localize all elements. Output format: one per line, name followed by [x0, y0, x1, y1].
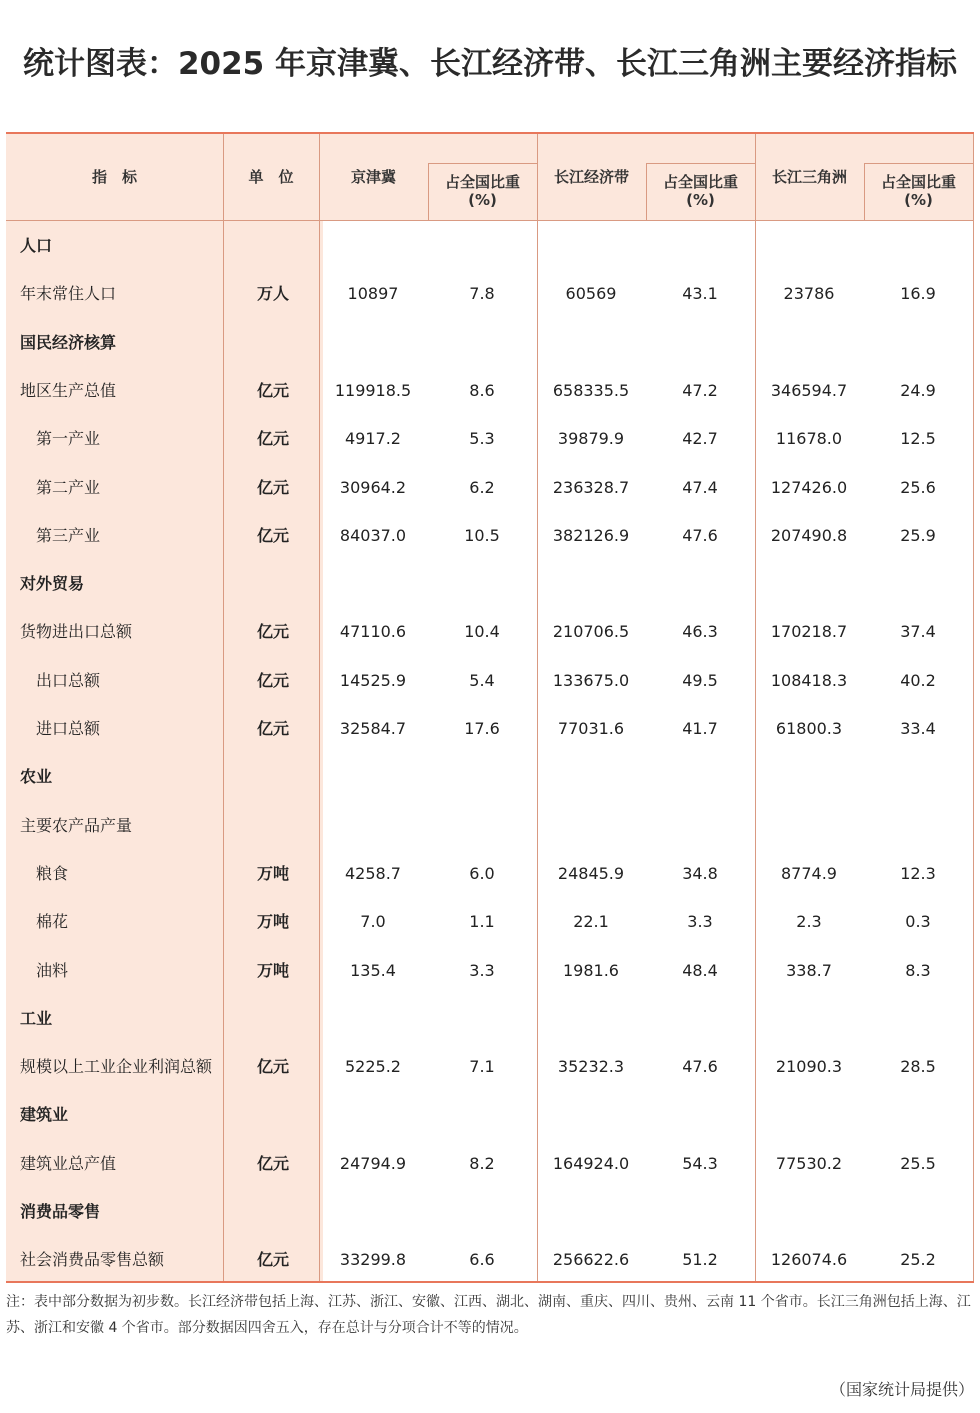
value-cell: 32584.7 [339, 719, 407, 738]
header-region-yangtze-delta: 长江三角洲 [771, 168, 847, 186]
header-region-jingjinji: 京津冀 [350, 168, 396, 186]
value-cell: 35232.3 [557, 1057, 625, 1077]
share-cell: 47.4 [682, 477, 718, 497]
footnote: 注：表中部分数据为初步数。长江经济带包括上海、江苏、浙江、安徽、江西、湖北、湖南、重庆、四川、贵州、云南 11 个省市。长江三角洲包括上海、江苏、浙江和安徽 4 个省市。部分数据因四舍五入，存在总计与分项合计不等的情况。 [6, 1294, 971, 1336]
table-bottom-rule [6, 1281, 974, 1283]
value-cell: 14525.9 [339, 670, 407, 690]
header-share-line1: 占全国比重 [662, 173, 738, 191]
table-row [6, 705, 974, 753]
share-cell: 46.3 [682, 622, 718, 642]
share-cell [864, 753, 972, 801]
share-cell [428, 222, 536, 270]
value-cell [755, 560, 863, 608]
value-cell: 24794.9 [339, 1153, 407, 1173]
unit-cell [223, 995, 323, 1043]
share-cell [864, 319, 972, 367]
value-cell: 2.3 [796, 912, 822, 932]
table-row [6, 850, 974, 898]
share-cell: 3.3 [687, 912, 713, 932]
header-share-line2: (%) [686, 191, 715, 209]
value-cell: 22.1 [573, 912, 609, 932]
table-row [6, 802, 974, 850]
value-cell: 346594.7 [770, 380, 848, 400]
value-cell: 135.4 [350, 960, 396, 980]
header-share-line2: (%) [468, 191, 497, 209]
value-cell [755, 1091, 863, 1139]
share-cell: 6.6 [469, 1250, 495, 1270]
value-cell [755, 1188, 863, 1236]
value-cell [755, 995, 863, 1043]
share-cell [646, 222, 754, 270]
value-cell: 108418.3 [770, 670, 848, 690]
value-cell: 23786 [783, 284, 835, 304]
section-label: 人口 [20, 236, 53, 255]
share-cell: 49.5 [682, 670, 718, 690]
share-cell: 25.9 [900, 525, 936, 545]
share-cell: 17.6 [464, 719, 500, 738]
value-cell: 119918.5 [334, 380, 412, 400]
value-cell: 126074.6 [770, 1250, 848, 1270]
header-share [428, 173, 537, 209]
value-cell [755, 319, 863, 367]
table-row [6, 1043, 974, 1091]
share-cell [864, 1091, 972, 1139]
share-cell: 12.3 [900, 863, 936, 883]
header-share [646, 173, 755, 209]
share-cell: 8.3 [905, 960, 931, 980]
value-cell: 60569 [565, 284, 617, 304]
value-cell: 11678.0 [775, 429, 843, 449]
share-cell [646, 995, 754, 1043]
indicator-table [6, 132, 974, 1283]
share-cell: 8.2 [469, 1153, 495, 1173]
unit-cell: 亿元 [256, 719, 289, 738]
unit-cell: 亿元 [256, 622, 289, 642]
section-label: 对外贸易 [20, 574, 85, 594]
indicator-label: 油料 [36, 960, 69, 980]
share-cell: 40.2 [900, 670, 936, 690]
indicator-label: 棉花 [36, 912, 69, 932]
value-cell [319, 802, 427, 850]
unit-cell [223, 560, 323, 608]
page-title: 统计图表：2025 年京津冀、长江经济带、长江三角洲主要经济指标 [22, 46, 958, 82]
value-cell: 164924.0 [552, 1153, 630, 1173]
section-label: 国民经济核算 [20, 332, 117, 352]
share-cell: 7.1 [469, 1057, 495, 1077]
unit-cell [223, 319, 323, 367]
share-cell: 51.2 [682, 1250, 718, 1270]
share-cell: 47.6 [682, 525, 718, 545]
indicator-label: 第二产业 [36, 477, 101, 497]
section-label: 消费品零售 [20, 1202, 101, 1221]
header-indicator: 指 标 [91, 168, 137, 186]
share-cell [646, 1188, 754, 1236]
table-row [6, 947, 974, 995]
value-cell: 47110.6 [339, 622, 407, 642]
indicator-label: 规模以上工业企业利润总额 [20, 1057, 213, 1077]
value-cell: 210706.5 [552, 622, 630, 642]
value-cell: 84037.0 [339, 525, 407, 545]
share-cell: 8.6 [469, 380, 495, 400]
share-cell: 41.7 [682, 719, 718, 738]
value-cell [319, 222, 427, 270]
share-cell [428, 995, 536, 1043]
header-share-line1: 占全国比重 [880, 173, 956, 191]
table-row [6, 270, 974, 318]
section-label: 农业 [20, 767, 53, 787]
share-cell [864, 995, 972, 1043]
table-row [6, 319, 974, 367]
indicator-label: 出口总额 [36, 670, 101, 690]
table-row [6, 464, 974, 512]
unit-cell [223, 753, 323, 801]
table-row [6, 222, 974, 270]
share-cell [428, 802, 536, 850]
share-cell: 28.5 [900, 1057, 936, 1077]
share-cell: 37.4 [900, 622, 936, 642]
share-cell [428, 319, 536, 367]
value-cell [319, 1188, 427, 1236]
value-cell [319, 319, 427, 367]
value-cell: 4258.7 [345, 863, 401, 883]
share-cell: 0.3 [905, 912, 931, 932]
indicator-label: 第三产业 [36, 525, 101, 545]
share-cell: 10.4 [464, 622, 500, 642]
value-cell [319, 753, 427, 801]
value-cell: 382126.9 [552, 525, 630, 545]
share-cell: 6.0 [469, 863, 495, 883]
value-cell [537, 222, 645, 270]
value-cell: 256622.6 [552, 1250, 630, 1270]
value-cell: 21090.3 [775, 1057, 843, 1077]
table-row [6, 1140, 974, 1188]
table-row [6, 657, 974, 705]
share-cell: 6.2 [469, 477, 495, 497]
value-cell [537, 802, 645, 850]
indicator-label: 地区生产总值 [20, 380, 117, 400]
share-cell: 12.5 [900, 429, 936, 449]
share-cell [646, 319, 754, 367]
share-cell: 25.5 [900, 1153, 936, 1173]
table-row [6, 560, 974, 608]
unit-cell [223, 1188, 323, 1236]
indicator-label: 建筑业总产值 [20, 1153, 117, 1173]
value-cell: 127426.0 [770, 477, 848, 497]
value-cell [537, 319, 645, 367]
share-cell [864, 222, 972, 270]
share-cell: 7.8 [469, 284, 495, 304]
share-cell: 54.3 [682, 1153, 718, 1173]
value-cell: 8774.9 [781, 863, 837, 883]
share-cell [428, 1091, 536, 1139]
unit-cell: 万人 [256, 284, 289, 304]
share-cell [646, 753, 754, 801]
share-cell: 25.6 [900, 477, 936, 497]
share-cell: 5.3 [469, 429, 495, 449]
value-cell: 5225.2 [345, 1057, 401, 1077]
value-cell [755, 753, 863, 801]
value-cell [537, 1091, 645, 1139]
share-cell: 16.9 [900, 284, 936, 304]
value-cell: 133675.0 [552, 670, 630, 690]
value-cell: 33299.8 [339, 1250, 407, 1270]
share-cell: 47.2 [682, 380, 718, 400]
table-row [6, 367, 974, 415]
value-cell [319, 995, 427, 1043]
unit-cell: 亿元 [256, 477, 289, 497]
share-cell [646, 802, 754, 850]
share-cell [864, 560, 972, 608]
value-cell: 77530.2 [775, 1153, 843, 1173]
unit-cell: 亿元 [256, 525, 289, 545]
header-share-line2: (%) [904, 191, 933, 209]
section-label: 建筑业 [20, 1105, 69, 1125]
value-cell: 77031.6 [557, 719, 625, 738]
table-row [6, 415, 974, 463]
unit-cell [223, 222, 323, 270]
unit-cell: 亿元 [256, 1057, 289, 1077]
value-cell: 338.7 [786, 960, 832, 980]
unit-cell: 亿元 [256, 670, 289, 690]
value-cell: 30964.2 [339, 477, 407, 497]
header-share [864, 173, 973, 209]
value-cell: 170218.7 [770, 622, 848, 642]
share-cell [864, 1188, 972, 1236]
share-cell: 3.3 [469, 960, 495, 980]
header-region-yangtze-belt: 长江经济带 [553, 168, 629, 186]
indicator-label: 进口总额 [36, 719, 101, 738]
share-cell: 5.4 [469, 670, 495, 690]
header-unit: 单 位 [248, 168, 294, 186]
table-row [6, 1236, 974, 1284]
unit-cell: 万吨 [256, 960, 289, 980]
unit-cell: 亿元 [256, 1250, 289, 1270]
unit-cell: 万吨 [256, 863, 289, 883]
value-cell [319, 560, 427, 608]
unit-cell: 万吨 [256, 912, 289, 932]
value-cell: 207490.8 [770, 525, 848, 545]
table-row [6, 995, 974, 1043]
section-label: 工业 [20, 1008, 53, 1028]
share-cell [428, 753, 536, 801]
unit-cell [223, 1091, 323, 1139]
value-cell: 10897 [347, 284, 399, 304]
share-cell: 47.6 [682, 1057, 718, 1077]
table-row [6, 898, 974, 946]
share-cell [428, 560, 536, 608]
value-cell [537, 995, 645, 1043]
share-cell: 34.8 [682, 863, 718, 883]
value-cell [755, 802, 863, 850]
share-cell [646, 1091, 754, 1139]
share-cell [646, 560, 754, 608]
table-row [6, 1091, 974, 1139]
table-row [6, 608, 974, 656]
value-cell [537, 753, 645, 801]
value-cell: 658335.5 [552, 380, 630, 400]
value-cell: 4917.2 [345, 429, 401, 449]
unit-cell: 亿元 [256, 380, 289, 400]
unit-cell: 亿元 [256, 429, 289, 449]
indicator-label: 粮食 [36, 863, 69, 883]
value-cell: 24845.9 [557, 863, 625, 883]
share-cell: 33.4 [900, 719, 936, 738]
indicator-label: 货物进出口总额 [20, 622, 133, 642]
table-row [6, 1188, 974, 1236]
value-cell [537, 560, 645, 608]
share-cell: 42.7 [682, 429, 718, 449]
value-cell: 61800.3 [775, 719, 843, 738]
unit-cell [223, 802, 323, 850]
indicator-label: 主要农产品产量 [20, 815, 133, 835]
value-cell [537, 1188, 645, 1236]
share-cell: 10.5 [464, 525, 500, 545]
value-cell: 236328.7 [552, 477, 630, 497]
share-cell: 24.9 [900, 380, 936, 400]
header-share-line1: 占全国比重 [444, 173, 520, 191]
share-cell: 43.1 [682, 284, 718, 304]
value-cell: 7.0 [360, 912, 386, 932]
value-cell [755, 222, 863, 270]
share-cell: 48.4 [682, 960, 718, 980]
indicator-label: 社会消费品零售总额 [20, 1250, 165, 1270]
unit-cell: 亿元 [256, 1153, 289, 1173]
share-cell [864, 802, 972, 850]
table-row [6, 512, 974, 560]
value-cell [319, 1091, 427, 1139]
table-top-rule [6, 132, 974, 134]
indicator-label: 年末常住人口 [20, 284, 117, 304]
table-row [6, 753, 974, 801]
value-cell: 1981.6 [563, 960, 619, 980]
share-cell: 25.2 [900, 1250, 936, 1270]
indicator-label: 第一产业 [36, 429, 101, 449]
source-credit: （国家统计局提供） [829, 1380, 974, 1399]
share-cell: 1.1 [469, 912, 495, 932]
value-cell: 39879.9 [557, 429, 625, 449]
share-cell [428, 1188, 536, 1236]
